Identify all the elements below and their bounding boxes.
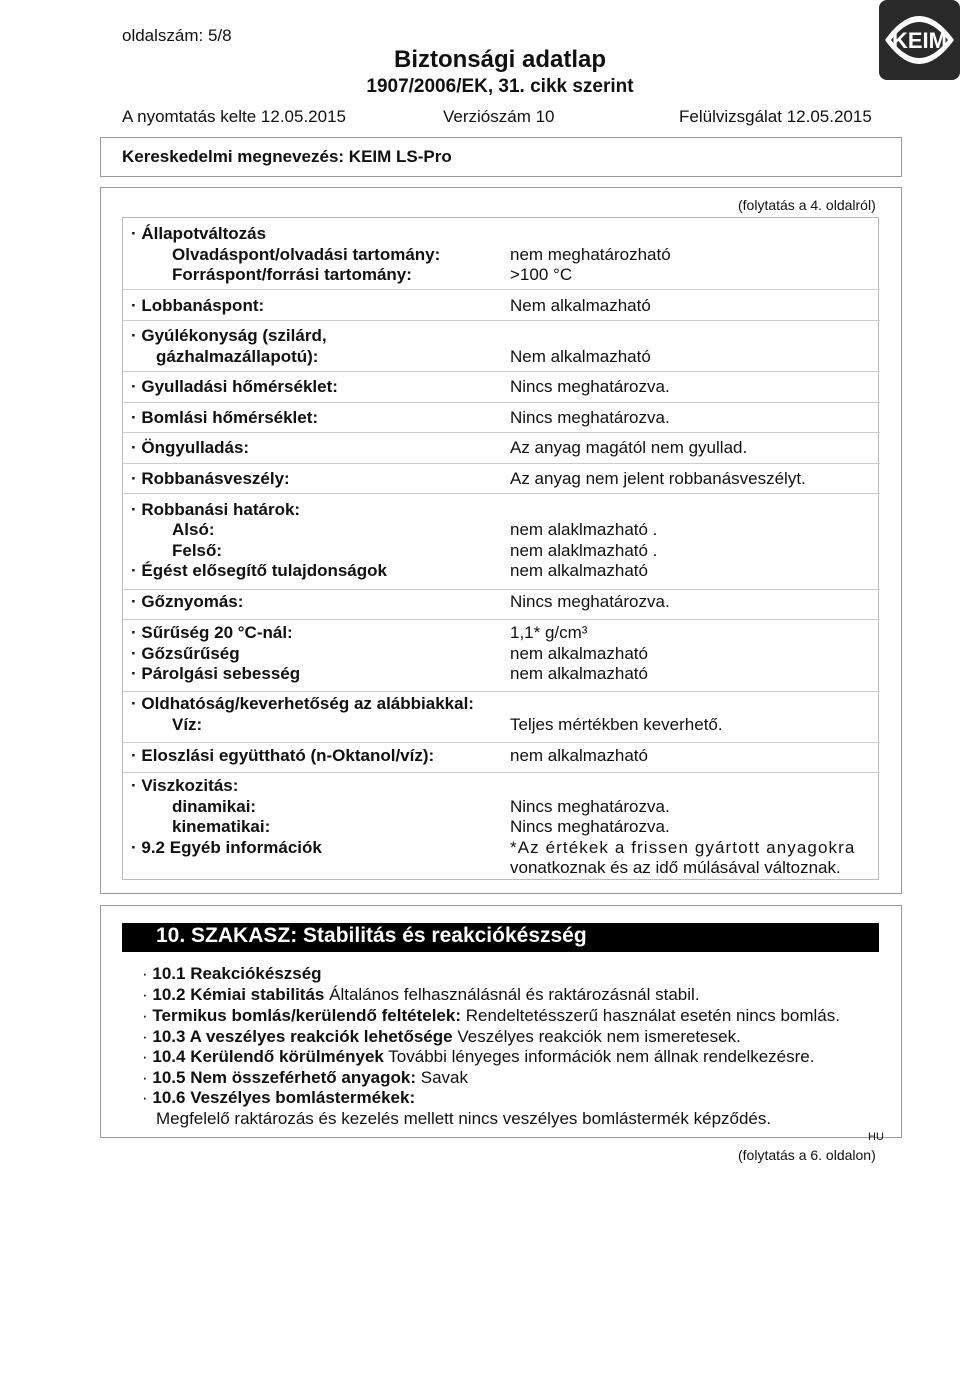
table-row (123, 290, 880, 321)
partition-value: nem alkalmazható (510, 746, 648, 765)
hazardous-reactions-label: 10.3 A veszélyes reakciók lehetősége (152, 1027, 453, 1046)
lower-limit-value: nem alaklmazható . (510, 520, 658, 539)
thermal-decomposition-label: Termikus bomlás/kerülendő feltételek: (152, 1006, 462, 1025)
conditions-to-avoid: · 10.4 Kerülendő körülmények További lényeges információk nem állnak rendelkezésre. (142, 1047, 815, 1066)
properties-table (122, 217, 879, 880)
self-ignition-value: Az anyag magától nem gyullad. (510, 438, 748, 457)
table-row (123, 433, 880, 464)
revision-date: Felülvizsgálat 12.05.2015 (679, 107, 872, 126)
upper-limit-label: Felső: (172, 541, 223, 560)
boiling-value: >100 °C (510, 265, 573, 284)
flash-point-label: · Lobbanáspont: (131, 296, 265, 315)
section10-header (122, 923, 879, 952)
decomposition-value: Nincs meghatározva. (510, 408, 670, 427)
vapour-density-label: · Gőzsűrűség (131, 644, 240, 663)
chemical-stability-label: 10.2 Kémiai stabilitás (152, 985, 325, 1004)
section10-title: 10. SZAKASZ: Stabilitás és reakciókészség (156, 924, 587, 947)
reactivity: · 10.1 Reakciókészség (142, 964, 322, 983)
lower-limit-label: Alsó: (172, 520, 215, 539)
self-ignition-label: · Öngyulladás: (131, 438, 250, 457)
flammability-label-2: gázhalmazállapotú): (156, 347, 319, 366)
trade-name: Kereskedelmi megnevezés: KEIM LS-Pro (122, 147, 452, 166)
thermal-decomposition: · Termikus bomlás/kerülendő feltételek: Rendeltetésszerű használat esetén nincs bomlás. (142, 1006, 840, 1025)
upper-limit-value: nem alaklmazható . (510, 541, 658, 560)
decomposition-products: · 10.6 Veszélyes bomlástermékek: (142, 1088, 416, 1107)
explosion-limits-label: · Robbanási határok: (131, 500, 301, 519)
incompatible-materials: · 10.5 Nem összeférhető anyagok: Savak (142, 1068, 468, 1087)
chemical-stability: · 10.2 Kémiai stabilitás Általános felhasználásnál és raktározásnál stabil. (142, 985, 700, 1004)
table-row (123, 743, 880, 773)
print-date: A nyomtatás kelte 12.05.2015 (122, 107, 346, 126)
continued-from: (folytatás a 4. oldalról) (738, 197, 876, 213)
kinematic-viscosity-label: kinematikai: (172, 817, 271, 836)
decomposition-products-label: 10.6 Veszélyes bomlástermékek: (152, 1088, 416, 1107)
decomposition-label: · Bomlási hőmérséklet: (131, 408, 319, 427)
table-row (123, 773, 880, 881)
other-info-value-2: vonatkoznak és az idő múlásával változnak. (510, 858, 841, 877)
table-row (123, 372, 880, 403)
document-title: Biztonsági adatlap (393, 46, 607, 73)
water-value: Teljes mértékben keverhető. (510, 715, 723, 734)
partition-label: · Eloszlási együttható (n-Oktanol/víz): (131, 746, 435, 765)
flammability-label: · Gyúlékonyság (szilárd, (131, 326, 327, 345)
state-change-label: · Állapotváltozás (131, 224, 267, 243)
conditions-to-avoid-label: 10.4 Kerülendő körülmények (152, 1047, 384, 1066)
conditions-to-avoid-text: További lényeges információk nem állnak rendelkezésre. (388, 1047, 815, 1066)
explosion-label: · Robbanásveszély: (131, 469, 290, 488)
incompatible-materials-label: 10.5 Nem összeférhető anyagok: (152, 1068, 416, 1087)
hazardous-reactions: · 10.3 A veszélyes reakciók lehetősége Veszélyes reakciók nem ismeretesek. (142, 1027, 741, 1046)
page-number: oldalszám: 5/8 (122, 26, 232, 45)
continued-on: (folytatás a 6. oldalon) (738, 1147, 876, 1163)
table-row (123, 620, 880, 692)
hazardous-reactions-text: Veszélyes reakciók nem ismeretesek. (457, 1027, 741, 1046)
table-row (123, 692, 880, 743)
solubility-label: · Oldhatóság/keverhetőség az alábbiakkal: (131, 694, 474, 713)
flash-point-value: Nem alkalmazható (510, 296, 651, 315)
oxidizing-label: · Égést elősegítő tulajdonságok (131, 561, 387, 580)
flammability-value: Nem alkalmazható (510, 347, 651, 366)
dynamic-viscosity-value: Nincs meghatározva. (510, 797, 670, 816)
table-row (123, 494, 880, 590)
table-row (123, 218, 880, 290)
table-row (123, 590, 880, 620)
explosion-value: Az anyag nem jelent robbanásveszélyt. (510, 469, 806, 488)
document-subtitle: 1907/2006/EK, 31. cikk szerint (366, 76, 634, 97)
density-label: · Sűrűség 20 °C-nál: (131, 623, 293, 642)
vapour-pressure-label: · Gőznyomás: (131, 592, 244, 611)
vapour-density-value: nem alkalmazható (510, 644, 648, 663)
dynamic-viscosity-label: dinamikai: (172, 797, 257, 816)
ignition-label: · Gyulladási hőmérséklet: (131, 377, 338, 396)
table-row (123, 321, 880, 372)
thermal-decomposition-text: Rendeltetésszerű használat esetén nincs bomlás. (465, 1006, 840, 1025)
vapour-pressure-value: Nincs meghatározva. (510, 592, 670, 611)
incompatible-materials-text: Savak (420, 1068, 468, 1087)
melting-value: nem meghatározható (510, 245, 671, 264)
melting-label: Olvadáspont/olvadási tartomány: (172, 245, 441, 264)
ignition-value: Nincs meghatározva. (510, 377, 670, 396)
evaporation-value: nem alkalmazható (510, 664, 648, 683)
table-row (123, 464, 880, 494)
boiling-label: Forráspont/forrási tartomány: (172, 265, 412, 284)
oxidizing-value: nem alkalmazható (510, 561, 648, 580)
density-value: 1,1* g/cm³ (510, 623, 588, 642)
other-info-label: · 9.2 Egyéb információk (131, 838, 322, 857)
water-label: Víz: (172, 715, 203, 734)
evaporation-label: · Párolgási sebesség (131, 664, 301, 683)
chemical-stability-text: Általános felhasználásnál és raktározásnál stabil. (329, 985, 700, 1004)
other-info-value: *Az értékek a frissen gyártott anyagokra (510, 838, 856, 857)
logo-text: KEIM (892, 28, 947, 53)
kinematic-viscosity-value: Nincs meghatározva. (510, 817, 670, 836)
reactivity-label: 10.1 Reakciókészség (152, 964, 322, 983)
language-code: HU (868, 1131, 884, 1143)
table-row (123, 403, 880, 433)
viscosity-label: · Viszkozitás: (131, 776, 239, 795)
version-number: Verziószám 10 (443, 107, 555, 126)
decomposition-products-text: Megfelelő raktározás és kezelés mellett nincs veszélyes bomlástermék képződés. (156, 1109, 772, 1128)
keim-logo (879, 0, 960, 80)
